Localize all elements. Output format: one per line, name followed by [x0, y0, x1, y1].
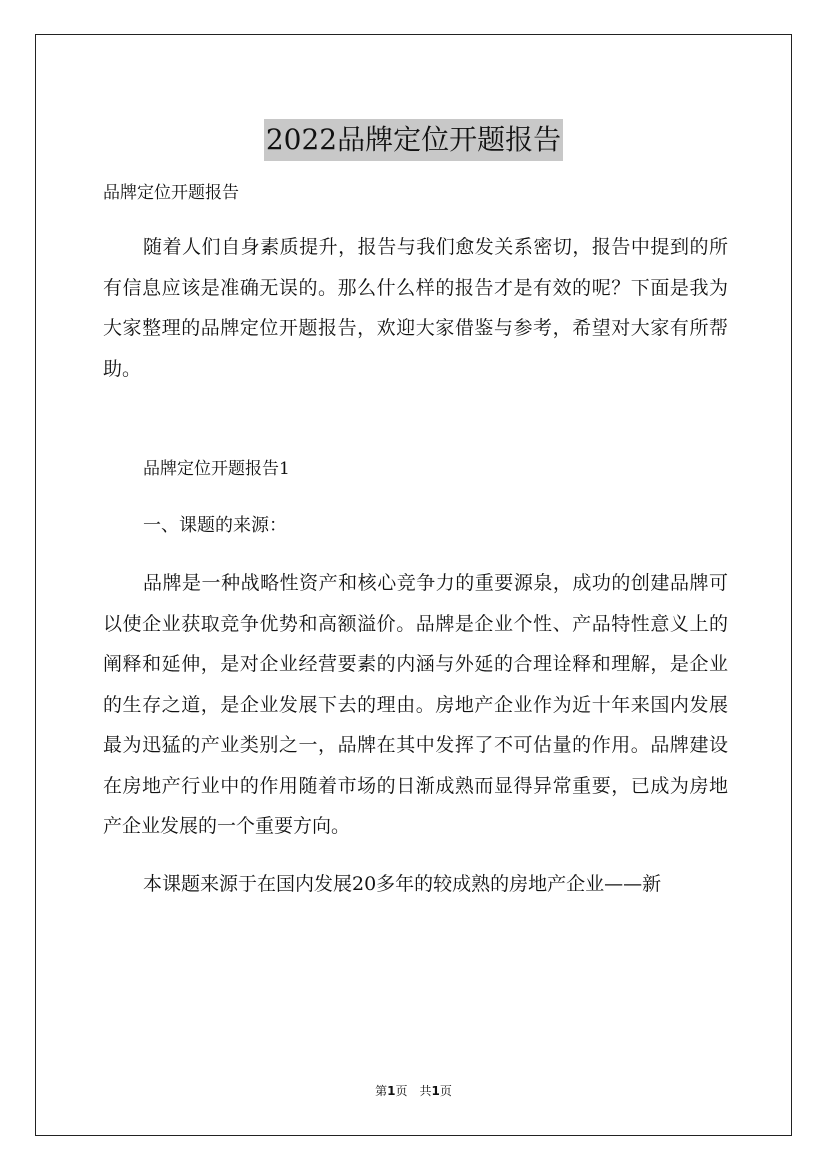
intro-paragraph: 随着人们自身素质提升，报告与我们愈发关系密切，报告中提到的所有信息应该是准确无误的。那么什么样的报告才是有效的呢？下面是我为大家整理的品牌定位开题报告，欢迎大家借鉴与参考，希望对大家有所帮助。	[103, 236, 728, 380]
body-paragraph-2: 本课题来源于在国内发展20多年的较成熟的房地产企业——新	[143, 872, 662, 895]
footer-page-number: 1	[387, 1084, 396, 1098]
footer-page-mid: 页 共	[395, 1084, 432, 1098]
document-body	[103, 176, 728, 904]
title-container	[0, 100, 827, 180]
document-title: 2022品牌定位开题报告	[264, 119, 563, 161]
document-subtitle: 品牌定位开题报告	[103, 183, 239, 203]
footer-page-total: 1	[431, 1084, 440, 1098]
footer-page-suffix: 页	[439, 1084, 452, 1098]
page-footer	[0, 1083, 827, 1099]
section-heading: 一、课题的来源：	[143, 515, 287, 536]
blank-space	[103, 389, 728, 449]
body-paragraph-1: 品牌是一种战略性资产和核心竞争力的重要源泉，成功的创建品牌可以使企业获取竞争优势和高额溢价。品牌是企业个性、产品特性意义上的阐释和延伸，是对企业经营要素的内涵与外延的合理诠释和理解，是企业的生存之道，是企业发展下去的理由。房地产企业作为近十年来国内发展最为迅猛的产业类别之一，品牌在其中发挥了不可估量的作用。品牌建设在房地产行业中的作用随着市场的日渐成熟而显得异常重要，已成为房地产企业发展的一个重要方向。	[103, 572, 728, 837]
section-title: 品牌定位开题报告1	[143, 459, 290, 479]
footer-page-prefix: 第	[375, 1084, 388, 1098]
